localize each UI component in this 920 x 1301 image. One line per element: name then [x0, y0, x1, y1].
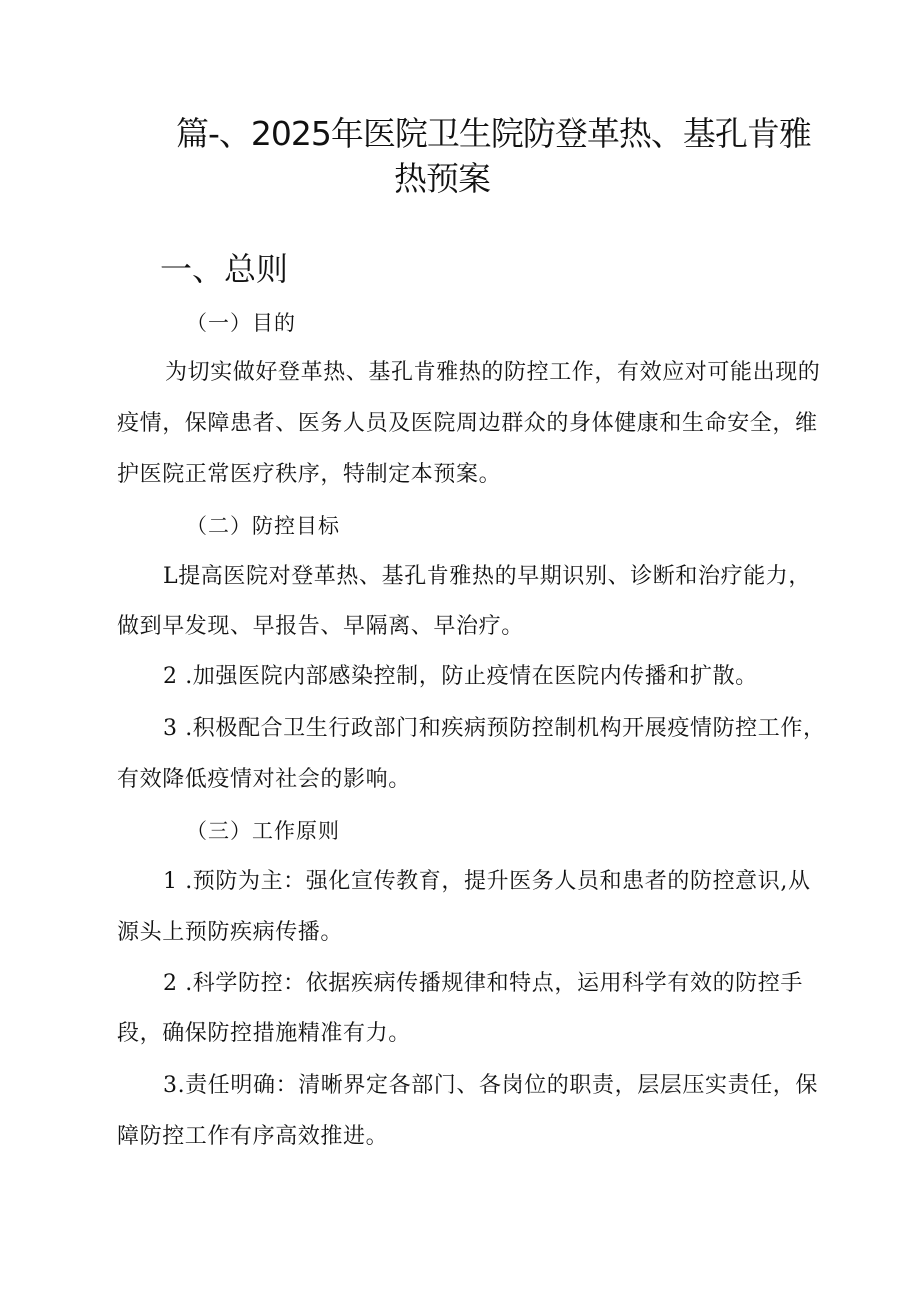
section-heading-general: 一、总则: [160, 250, 289, 288]
list-item-line: 1 .预防为主：强化宣传教育，提升医务人员和患者的防控意识,从: [163, 869, 811, 894]
list-item-line: 3 .积极配合卫生行政部门和疾病预防控制机构开展疫情防控工作，: [163, 716, 826, 741]
document-title-line-2: 热预案: [394, 159, 490, 198]
subsection-heading-goals: （二）防控目标: [186, 514, 340, 538]
paragraph-line: 疫情，保障患者、医务人员及医院周边群众的身体健康和生命安全，维: [117, 411, 818, 436]
list-item-line: L提高医院对登革热、基孔肯雅热的早期识别、诊断和治疗能力，: [163, 564, 812, 589]
list-item-line: 2 .加强医院内部感染控制，防止疫情在医院内传播和扩散。: [163, 664, 758, 689]
paragraph-line: 为切实做好登革热、基孔肯雅热的防控工作，有效应对可能出现的: [165, 360, 821, 385]
subsection-heading-principles: （三）工作原则: [186, 819, 340, 843]
list-item-line: 3.责任明确：清晰界定各部门、各岗位的职责，层层压实责任，保: [163, 1073, 818, 1098]
document-title-line-1: 篇-、2025年医院卫生院防登革热、基孔肯雅: [176, 114, 811, 153]
list-item-line: 有效降低疫情对社会的影响。: [117, 767, 411, 792]
list-item-line: 段，确保防控措施精准有力。: [117, 1021, 411, 1046]
list-item-line: 障防控工作有序高效推进。: [117, 1124, 389, 1149]
list-item-line: 做到早发现、早报告、早隔离、早治疗。: [117, 614, 524, 639]
paragraph-line: 护医院正常医疗秩序，特制定本预案。: [117, 462, 502, 487]
list-item-line: 2 .科学防控：依据疾病传播规律和特点，运用科学有效的防控手: [163, 971, 803, 996]
list-item-line: 源头上预防疾病传播。: [117, 920, 344, 945]
subsection-heading-purpose: （一）目的: [186, 311, 296, 335]
